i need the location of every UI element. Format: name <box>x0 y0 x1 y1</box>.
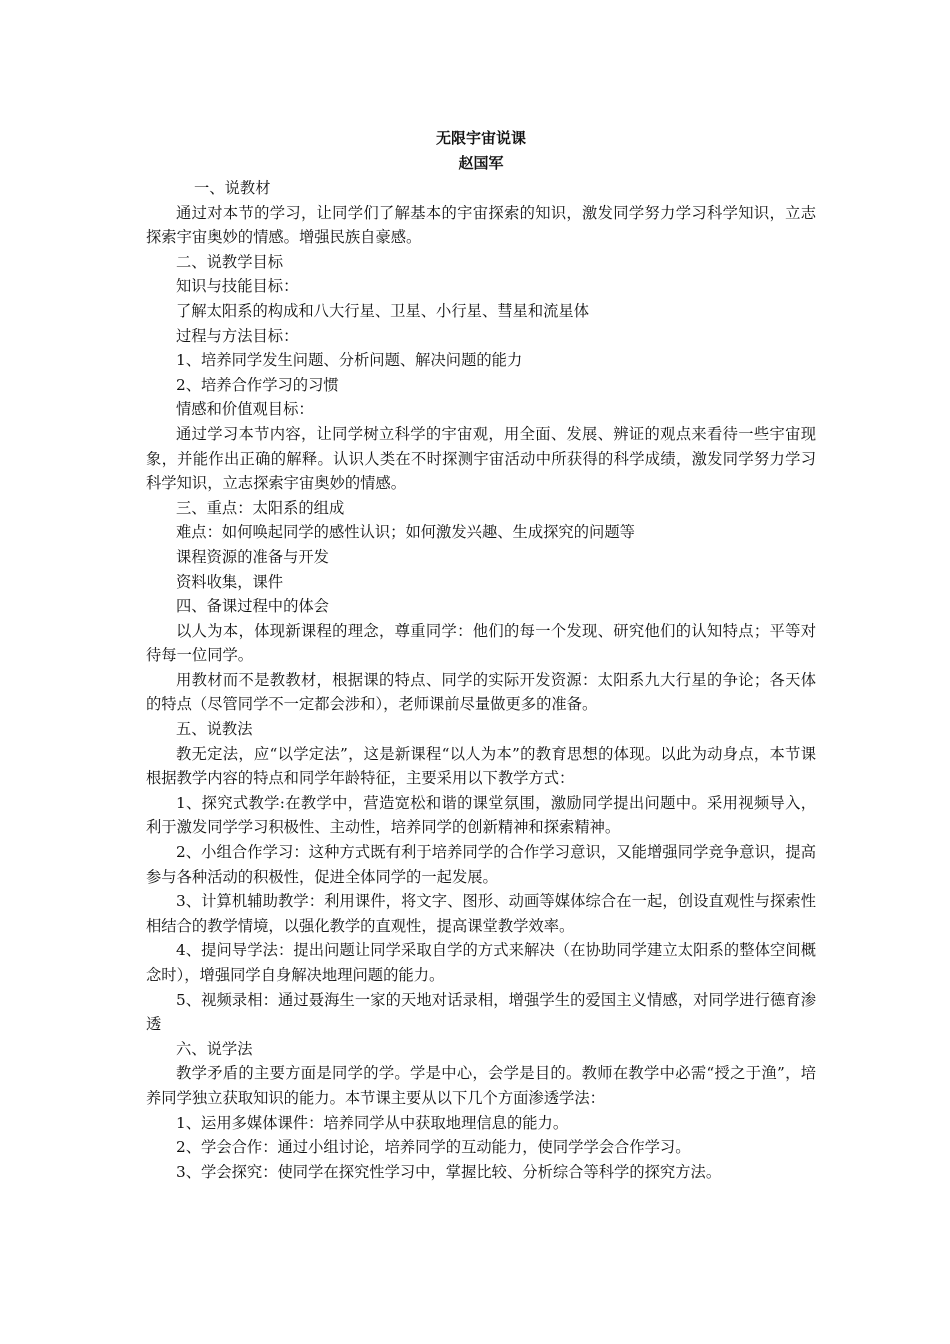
paragraph: 难点：如何唤起同学的感性认识；如何激发兴趣、生成探究的问题等 <box>176 523 635 542</box>
document-page <box>146 126 816 1184</box>
paragraph: 用教材而不是教教材，根据课的特点、同学的实际开发资源：太阳系九大行星的争论；各天体的特点（尽管同学不一定都会涉和），老师课前尽量做更多的准备。 <box>146 670 816 714</box>
paragraph: 以人为本，体现新课程的理念，尊重同学：他们的每一个发现、研究他们的认知特点；平等对待每一位同学。 <box>146 621 816 665</box>
paragraph: 知识与技能目标： <box>176 277 299 296</box>
document-title: 无限宇宙说课 <box>435 129 526 147</box>
paragraph: 2、学会合作：通过小组讨论，培养同学的互动能力，使同学学会合作学习。 <box>176 1138 691 1157</box>
paragraph: 2、小组合作学习：这种方式既有利于培养同学的合作学习意识，又能增强同学竞争意识，提高参与各种活动的积极性，促进全体同学的一起发展。 <box>146 843 816 886</box>
paragraph: 通过学习本节内容，让同学树立科学的宇宙观，用全面、发展、辨证的观点来看待一些宇宙现象，并能作出正确的解释。认识人类在不时探测宇宙活动中所获得的科学成绩，激发同学努力学习科学知识，立志探索宇宙奥妙的情感。 <box>146 424 816 493</box>
paragraph: 4、提问导学法：提出问题让同学采取自学的方式来解决（在协助同学建立太阳系的整体空间概念时），增强同学自身解决地理问题的能力。 <box>146 941 816 984</box>
document-author: 赵国军 <box>458 154 504 172</box>
document-body <box>146 176 816 1184</box>
paragraph: 课程资源的准备与开发 <box>176 547 329 566</box>
paragraph: 二、说教学目标 <box>176 252 284 271</box>
paragraph: 教无定法，应“以学定法”，这是新课程“以人为本”的教育思想的体现。以此为动身点，本节课根据教学内容的特点和同学年龄特征，主要采用以下教学方式： <box>146 744 816 788</box>
paragraph: 过程与方法目标： <box>176 326 299 345</box>
paragraph: 3、学会探究：使同学在探究性学习中，掌握比较、分析综合等科学的探究方法。 <box>176 1162 722 1181</box>
paragraph: 1、探究式教学:在教学中，营造宽松和谐的课堂氛围，激励同学提出问题中。采用视频导入，利于激发同学学习积极性、主动性，培养同学的创新精神和探索精神。 <box>146 793 816 837</box>
paragraph: 教学矛盾的主要方面是同学的学。学是中心，会学是目的。教师在教学中必需“授之于渔”，培养同学独立获取知识的能力。本节课主要从以下几个方面渗透学法： <box>146 1064 816 1107</box>
paragraph: 四、备课过程中的体会 <box>176 597 329 616</box>
paragraph: 一、说教材 <box>194 179 271 197</box>
paragraph: 五、说教法 <box>176 720 253 739</box>
paragraph: 资料收集，课件 <box>176 572 284 591</box>
paragraph: 情感和价值观目标： <box>176 400 314 419</box>
paragraph: 2、培养合作学习的习惯 <box>176 375 339 394</box>
paragraph: 1、培养同学发生问题、分析问题、解决问题的能力 <box>176 351 523 370</box>
paragraph: 六、说学法 <box>176 1039 253 1058</box>
paragraph: 通过对本节的学习，让同学们了解基本的宇宙探索的知识，激发同学努力学习科学知识，立志探索宇宙奥妙的情感。增强民族自豪感。 <box>146 203 816 247</box>
paragraph: 5、视频录相：通过聂海生一家的天地对话录相，增强学生的爱国主义情感，对同学进行德育渗透 <box>146 990 816 1034</box>
paragraph: 三、重点：太阳系的组成 <box>176 498 345 517</box>
paragraph: 3、计算机辅助教学：利用课件，将文字、图形、动画等媒体综合在一起，创设直观性与探索性相结合的教学情境，以强化教学的直观性，提高课堂教学效率。 <box>146 892 816 935</box>
paragraph: 1、运用多媒体课件：培养同学从中获取地理信息的能力。 <box>176 1113 569 1132</box>
paragraph: 了解太阳系的构成和八大行星、卫星、小行星、彗星和流星体 <box>176 301 590 320</box>
